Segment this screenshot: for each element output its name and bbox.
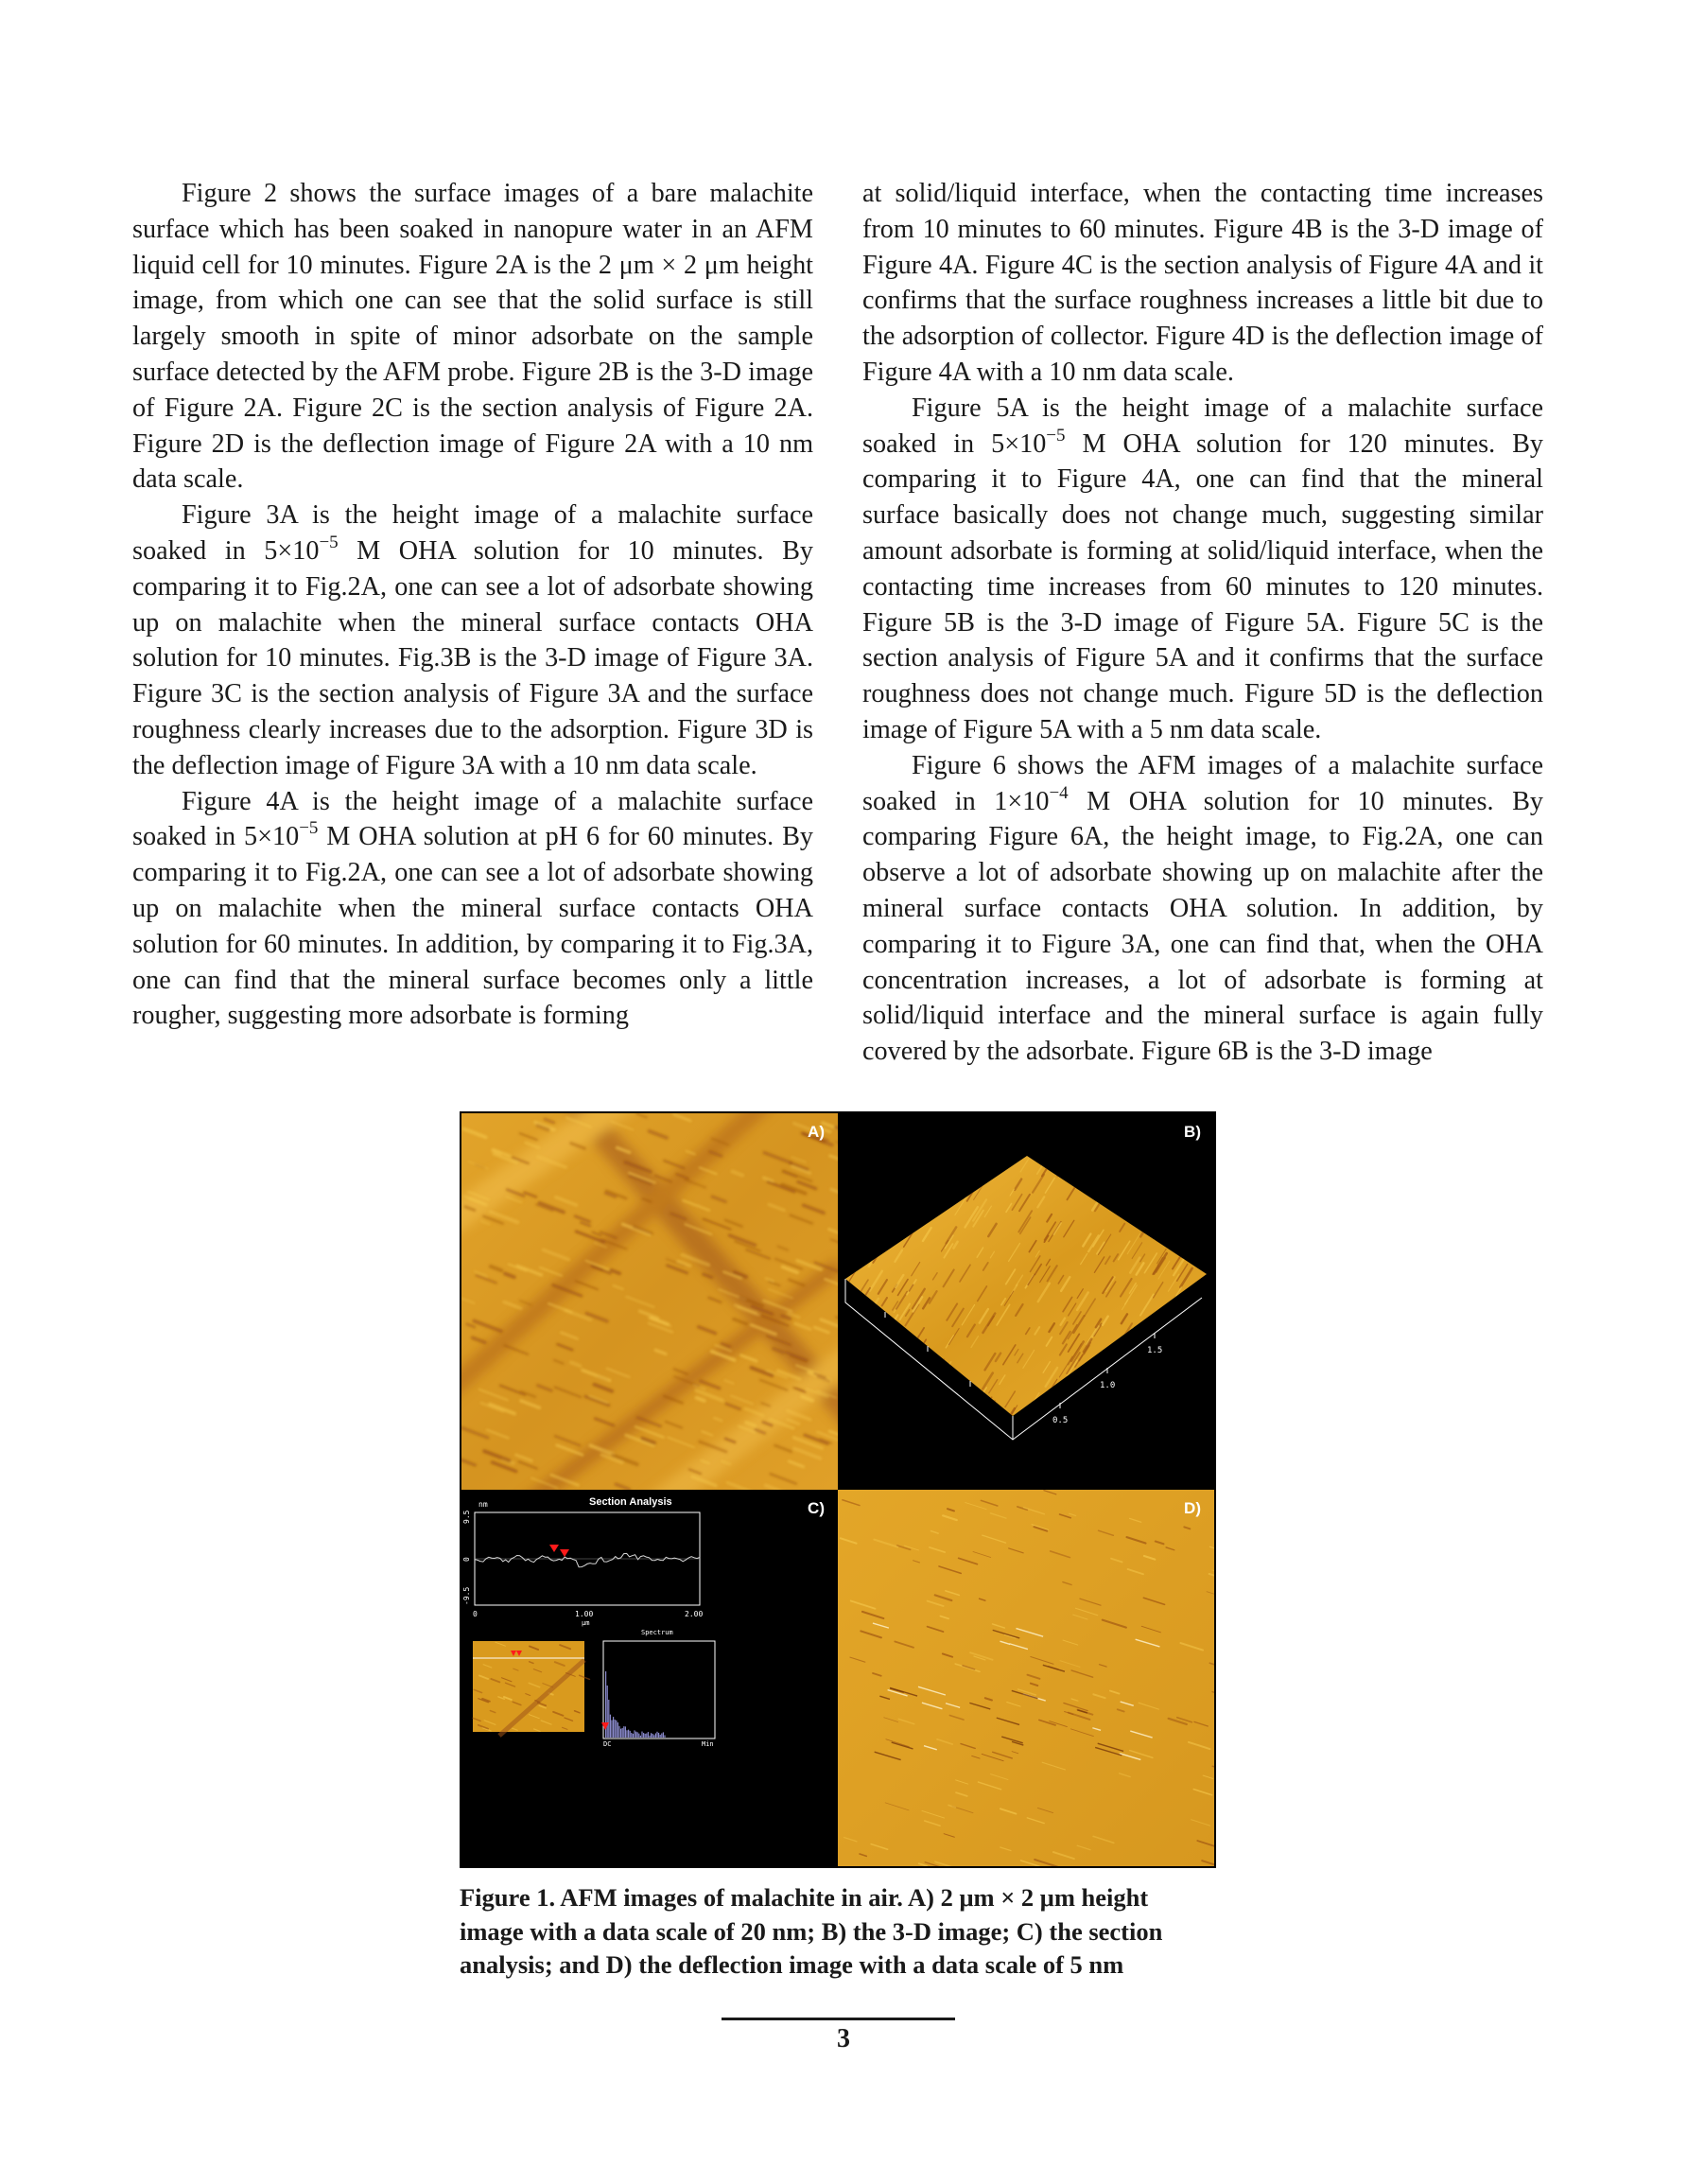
paragraph-text: M OHA solution for 120 minutes. By comparing it to Figure 4A, one can find that the mineral surface basically does not change much, suggesting similar amount adsorbate is forming at solid/liquid interface, when the contacting time increases from 60 minutes to 120 minutes. Figure 5B is the 3-D image of Figure 5A. Figure 5C is the section analysis of Figure 5A and it confirms that the surface roughness does not change much. Figure 5D is the deflection image of Figure 5A with a 5 nm data scale. [862, 428, 1543, 744]
section-marker-icon [549, 1545, 559, 1552]
section-analysis-title: Section Analysis [589, 1496, 672, 1508]
y-unit-label: nm [478, 1500, 488, 1509]
spectrum-dc-label: DC [603, 1740, 612, 1748]
exponent: −5 [299, 818, 319, 839]
right-text-column [862, 176, 1543, 1070]
exponent: −5 [319, 533, 339, 553]
height-image-panel [461, 1113, 838, 1490]
axis-tick-label: 0.5 [1052, 1416, 1069, 1425]
exponent: −5 [1046, 425, 1066, 446]
spectrum-bars [605, 1671, 666, 1738]
paragraph-text: Figure 6 shows the AFM images of a malachite surface soaked in 1×10 [862, 750, 1543, 816]
height-image [461, 1113, 838, 1490]
axis-tick-label: 1.0 [1100, 1381, 1116, 1390]
x-tick-label: 2.00 [685, 1610, 704, 1618]
spectrum-frame [603, 1641, 715, 1738]
paragraph-text: Figure 4A is the height image of a malachite surface soaked in 5×10 [132, 786, 813, 852]
deflection-image-panel [838, 1490, 1214, 1866]
afm-figure [460, 1111, 1216, 1868]
spectrum-min-label: Min [702, 1740, 714, 1748]
paragraph-text: Figure 5A is the height image of a malachite surface soaked in 5×10 [862, 393, 1543, 459]
panel-label-d: D) [1184, 1499, 1201, 1517]
x-unit-label: μm [582, 1619, 590, 1627]
page-number: 3 [837, 2024, 850, 2053]
left-text-column [132, 176, 813, 1034]
exponent: −4 [1049, 782, 1069, 803]
paragraph [132, 498, 813, 783]
section-marker-icon [560, 1549, 569, 1557]
paragraph-text: M OHA solution for 10 minutes. By comparing Figure 6A, the height image, to Fig.2A, one can observe a lot of adsorbate showing up on malachite after the mineral surface contacts OHA solution. In addition, by comparing it to Figure 3A, one can find that, when the OHA concentration increases, a lot of adsorbate is forming at solid/liquid interface and the mineral surface is again fully covered by the adsorbate. Figure 6B is the 3-D image [862, 786, 1543, 1067]
x-tick-label: 1.00 [575, 1610, 594, 1618]
height-profile-line [475, 1553, 700, 1566]
y-tick-label: 0 [462, 1557, 471, 1562]
section-thumbnail [473, 1641, 590, 1736]
section-analysis [461, 1490, 838, 1866]
paragraph: at solid/liquid interface, when the contacting time increases from 10 minutes to 60 minutes. Figure 4B is the 3-D image of Figure 4A. Figure 4C is the section analysis of Figure 4A and it confirms that the surface roughness increases a little bit due to the adsorption of collector. Figure 4D is the deflection image of Figure 4A with a 10 nm data scale. [862, 179, 1543, 387]
figure-caption: Figure 1. AFM images of malachite in air. A) 2 μm × 2 μm height image with a data scale of 20 nm; B) the 3-D image; C) the section analysis; and D) the deflection image with a data scale of 5 nm [460, 1883, 1163, 1979]
paragraph-text: M OHA solution at pH 6 for 60 minutes. By comparing it to Fig.2A, one can see a lot of adsorbate showing up on malachite when the mineral surface contacts OHA solution for 60 minutes. In addition, by comparing it to Fig.3A, one can find that the mineral surface becomes only a little rougher, suggesting more adsorbate is forming [132, 822, 813, 1031]
panel-label-b: B) [1184, 1123, 1201, 1141]
spectrum-title: Spectrum [641, 1629, 673, 1636]
3d-image-panel [838, 1113, 1214, 1490]
paragraph [132, 784, 813, 1035]
deflection-image [838, 1490, 1214, 1866]
footer-rule [722, 2018, 955, 2020]
paragraph-text: M OHA solution for 10 minutes. By comparing it to Fig.2A, one can see a lot of adsorbate showing up on malachite when the mineral surface contacts OHA solution for 10 minutes. Fig.3B is the 3-D image of Figure 3A. Figure 3C is the section analysis of Figure 3A and the surface roughness clearly increases due to the adsorption. Figure 3D is the deflection image of Figure 3A with a 10 nm data scale. [132, 535, 813, 780]
3d-image [838, 1113, 1214, 1490]
panel-label-c: C) [808, 1499, 825, 1517]
panel-label-a: A) [808, 1123, 825, 1141]
y-tick-label: 9.5 [462, 1510, 471, 1524]
paragraph [862, 748, 1543, 1070]
y-tick-label: -9.5 [462, 1586, 471, 1605]
paragraph: Figure 2 shows the surface images of a bare malachite surface which has been soaked in nanopure water in an AFM liquid cell for 10 minutes. Figure 2A is the 2 μm × 2 μm height image, from which one can see that the solid surface is still largely smooth in spite of minor adsorbate on the sample surface detected by the AFM probe. Figure 2B is the 3-D image of Figure 2A. Figure 2C is the section analysis of Figure 2A. Figure 2D is the deflection image of Figure 2A with a 10 nm data scale. [132, 179, 813, 495]
x-tick-label: 0 [473, 1610, 478, 1618]
axis-tick-label: 1.5 [1147, 1346, 1163, 1355]
paragraph-text: Figure 3A is the height image of a malachite surface soaked in 5×10 [132, 500, 813, 566]
paragraph [862, 391, 1543, 748]
section-analysis-panel [461, 1490, 838, 1866]
